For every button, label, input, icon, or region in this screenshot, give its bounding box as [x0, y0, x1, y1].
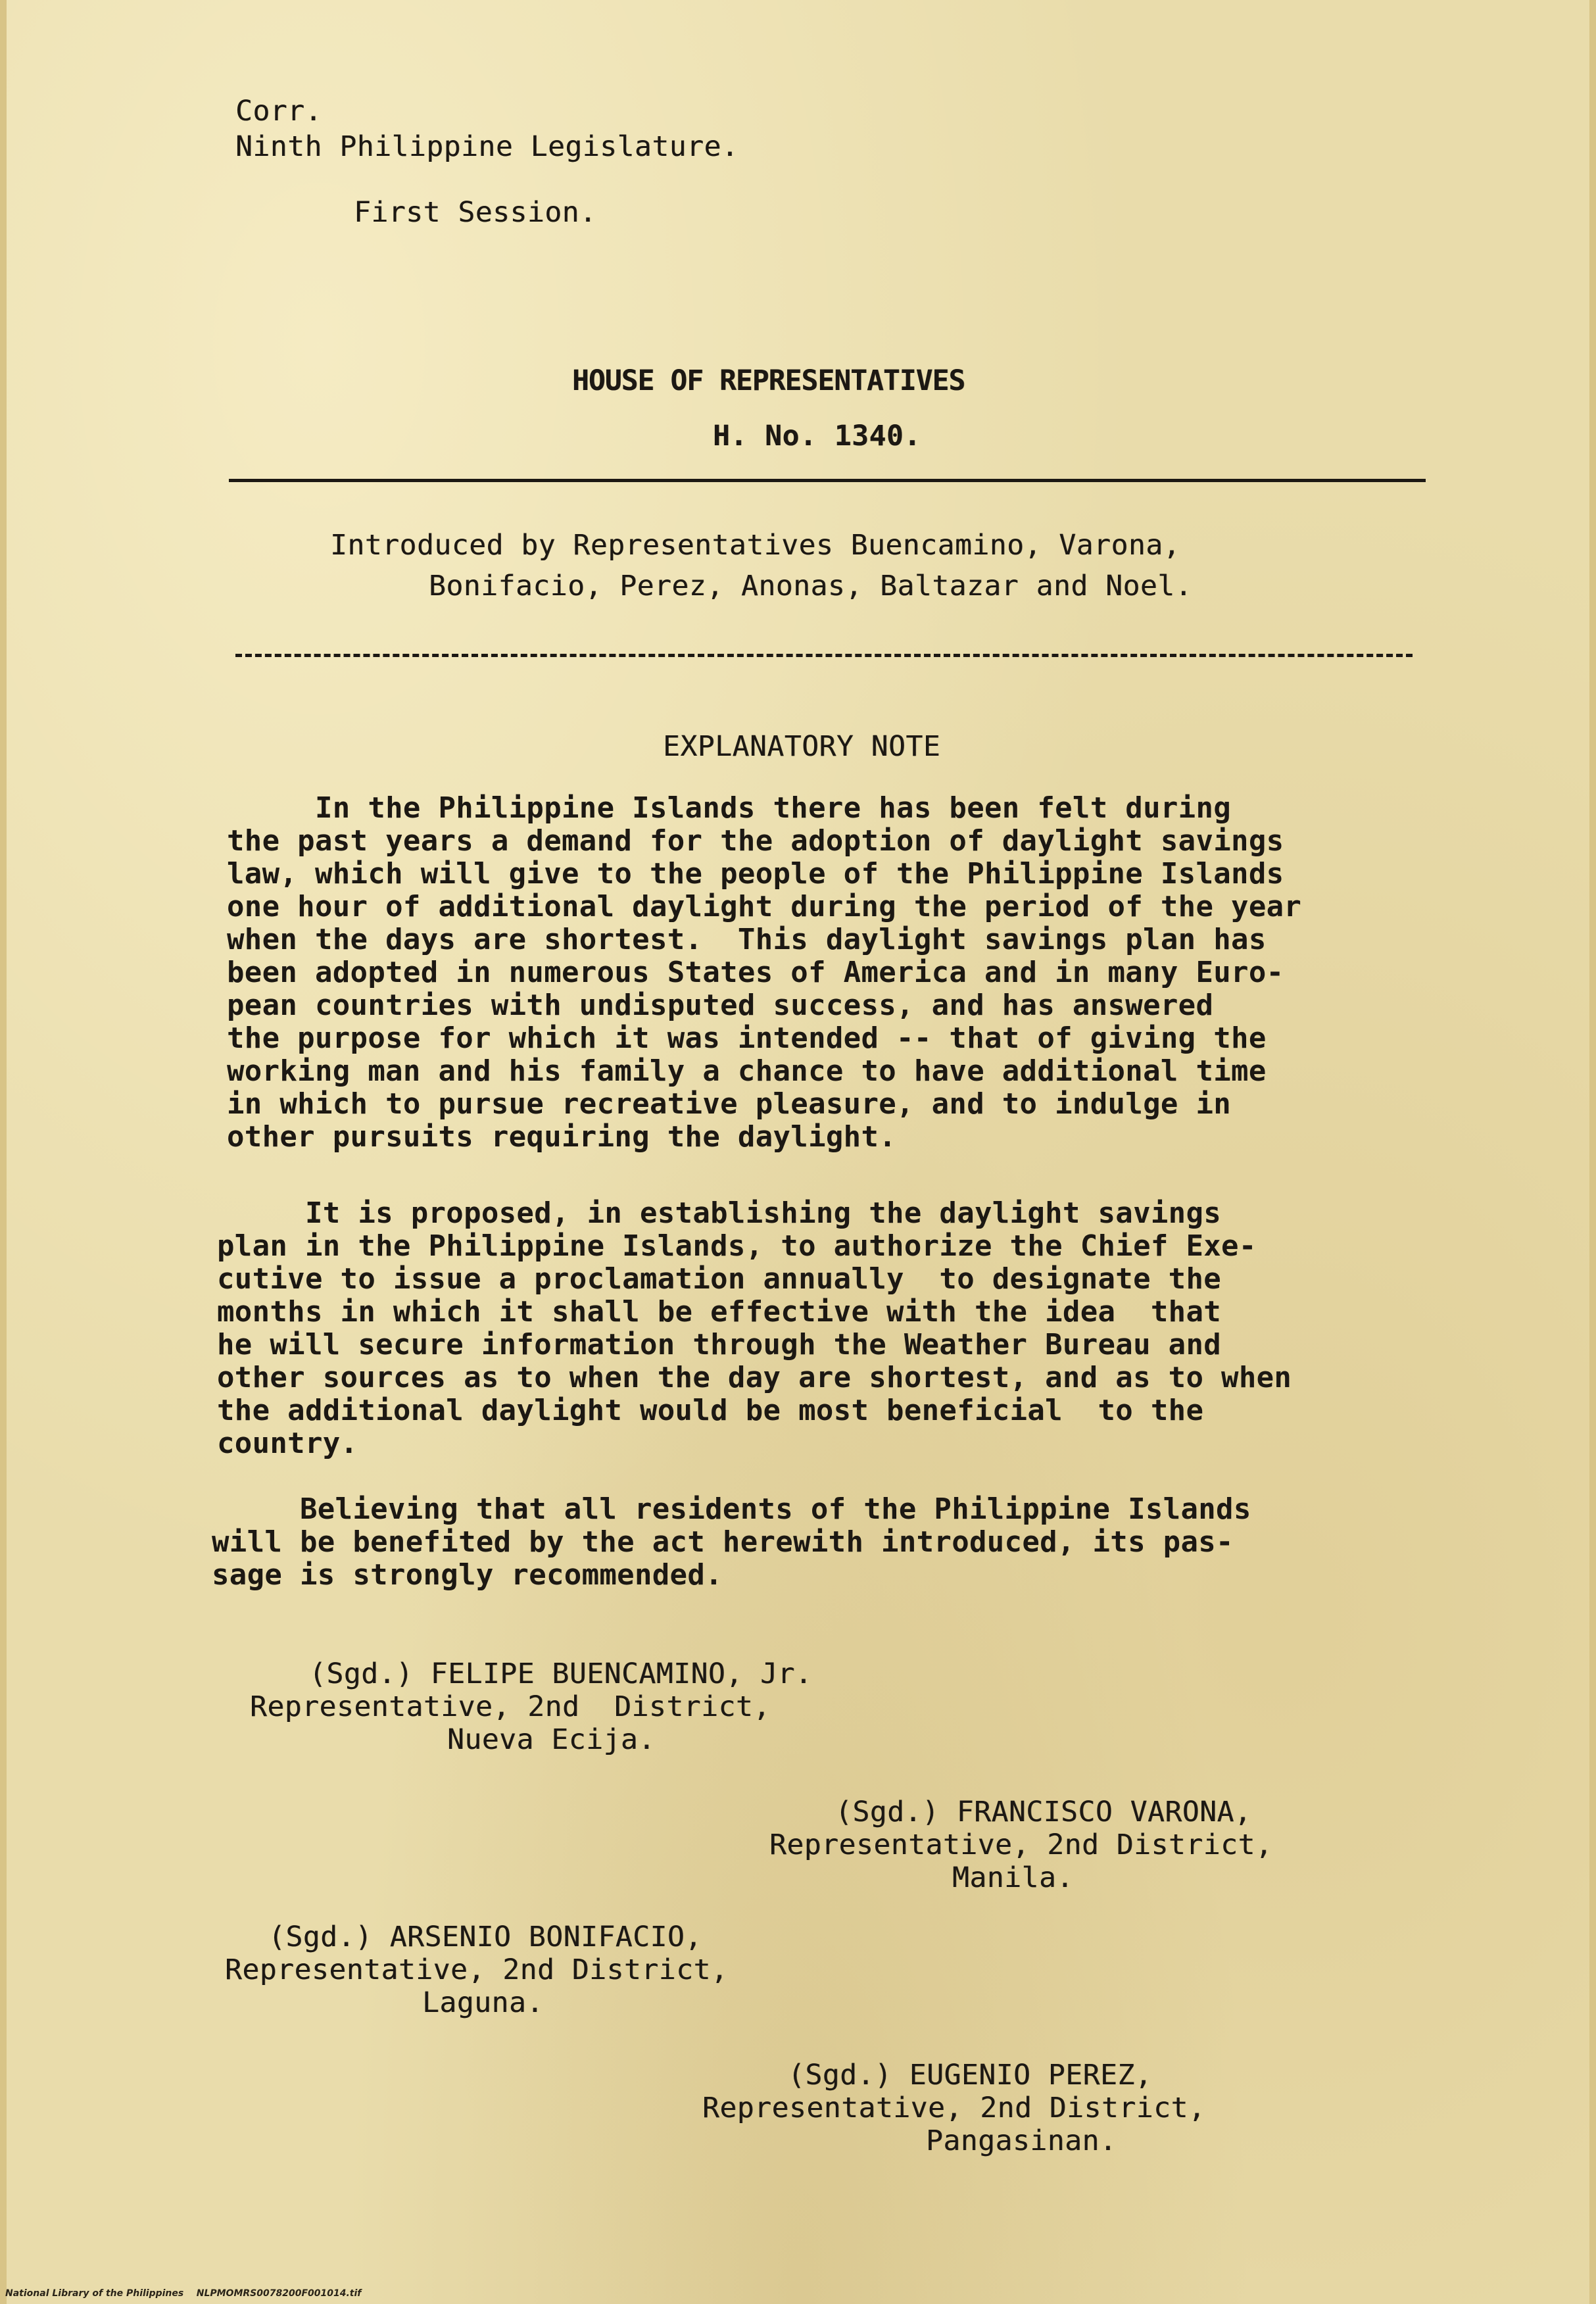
- paragraph-line: other sources as to when the day are shortest, and as to when: [217, 1361, 1292, 1394]
- paragraph-line: Believing that all residents of the Philippine Islands: [212, 1492, 1251, 1526]
- header-session: First Session.: [354, 196, 597, 229]
- signatory-position: Representative, 2nd District,: [769, 1828, 1273, 1861]
- paragraph-3: [212, 1493, 1251, 1592]
- signatory-bonifacio: [225, 1921, 728, 2019]
- signatory-position: Representative, 2nd District,: [225, 1953, 729, 1986]
- paragraph-line: cutive to issue a proclamation annually to designate the: [217, 1262, 1222, 1296]
- introduced-by-line-2: Bonifacio, Perez, Anonas, Baltazar and Noel.: [429, 570, 1193, 602]
- paragraph-line: the purpose for which it was intended -- that of giving the: [227, 1021, 1267, 1055]
- paragraph-2: [217, 1197, 1292, 1460]
- paragraph-line: one hour of additional daylight during the period of the year: [227, 890, 1302, 923]
- paragraph-line: months in which it shall be effective with the idea that: [217, 1295, 1222, 1329]
- left-paper-edge: [0, 0, 7, 2304]
- paragraph-line: will be benefited by the act herewith introduced, its pas-: [212, 1525, 1234, 1559]
- signatory-place: Nueva Ecija.: [447, 1723, 656, 1756]
- signatory-perez: [702, 2059, 1205, 2157]
- paragraph-line: working man and his family a chance to have additional time: [227, 1054, 1267, 1088]
- signatory-position: Representative, 2nd District,: [702, 2092, 1206, 2124]
- paragraph-line: the additional daylight would be most beneficial to the: [217, 1394, 1204, 1427]
- paragraph-1: [227, 792, 1301, 1154]
- introduced-by-line-1: Introduced by Representatives Buencamino, Varona,: [330, 529, 1181, 562]
- paragraph-line: It is proposed, in establishing the daylight savings: [217, 1196, 1222, 1230]
- paragraph-line: pean countries with undisputed success, and has answered: [227, 989, 1214, 1022]
- header-legislature: Ninth Philippine Legislature.: [235, 130, 739, 163]
- paragraph-line: he will secure information through the Weather Bureau and: [217, 1328, 1222, 1361]
- signatory-buencamino: [250, 1657, 812, 1756]
- signatory-name: (Sgd.) FRANCISCO VARONA,: [835, 1796, 1252, 1828]
- explanatory-note-heading: EXPLANATORY NOTE: [663, 730, 941, 763]
- signatory-name: (Sgd.) ARSENIO BONIFACIO,: [268, 1921, 702, 1953]
- title-underline: [229, 479, 1426, 482]
- paragraph-line: In the Philippine Islands there has been felt during: [227, 791, 1232, 825]
- house-title: HOUSE OF REPRESENTATIVES: [572, 364, 965, 397]
- dashed-separator: [235, 654, 1413, 657]
- paragraph-line: plan in the Philippine Islands, to authorize the Chief Exe-: [217, 1229, 1257, 1263]
- paragraph-line: law, which will give to the people of the Philippine Islands: [227, 857, 1284, 891]
- paragraph-line: country.: [217, 1427, 358, 1460]
- paragraph-line: sage is strongly recommended.: [212, 1558, 723, 1592]
- paragraph-line: in which to pursue recreative pleasure, and to indulge in: [227, 1087, 1232, 1121]
- header-corr: Corr.: [235, 95, 322, 128]
- signatory-place: Laguna.: [422, 1986, 544, 2019]
- paragraph-line: been adopted in numerous States of America and in many Euro-: [227, 956, 1284, 989]
- paragraph-line: other pursuits requiring the daylight.: [227, 1120, 897, 1154]
- bill-number: H. No. 1340.: [713, 420, 921, 453]
- signatory-position: Representative, 2nd District,: [250, 1690, 771, 1723]
- signatory-varona: [769, 1796, 1272, 1894]
- paragraph-line: when the days are shortest. This daylight savings plan has: [227, 923, 1267, 956]
- right-paper-edge: [1589, 0, 1596, 2304]
- signatory-place: Pangasinan.: [926, 2124, 1117, 2157]
- signatory-name: (Sgd.) EUGENIO PEREZ,: [788, 2059, 1153, 2092]
- archive-footer: National Library of the Philippines NLPMOMRS0078200F001014.tif: [5, 2288, 362, 2299]
- signatory-name: (Sgd.) FELIPE BUENCAMINO, Jr.: [309, 1657, 813, 1690]
- paragraph-line: the past years a demand for the adoption of daylight savings: [227, 824, 1284, 858]
- signatory-place: Manila.: [952, 1861, 1074, 1894]
